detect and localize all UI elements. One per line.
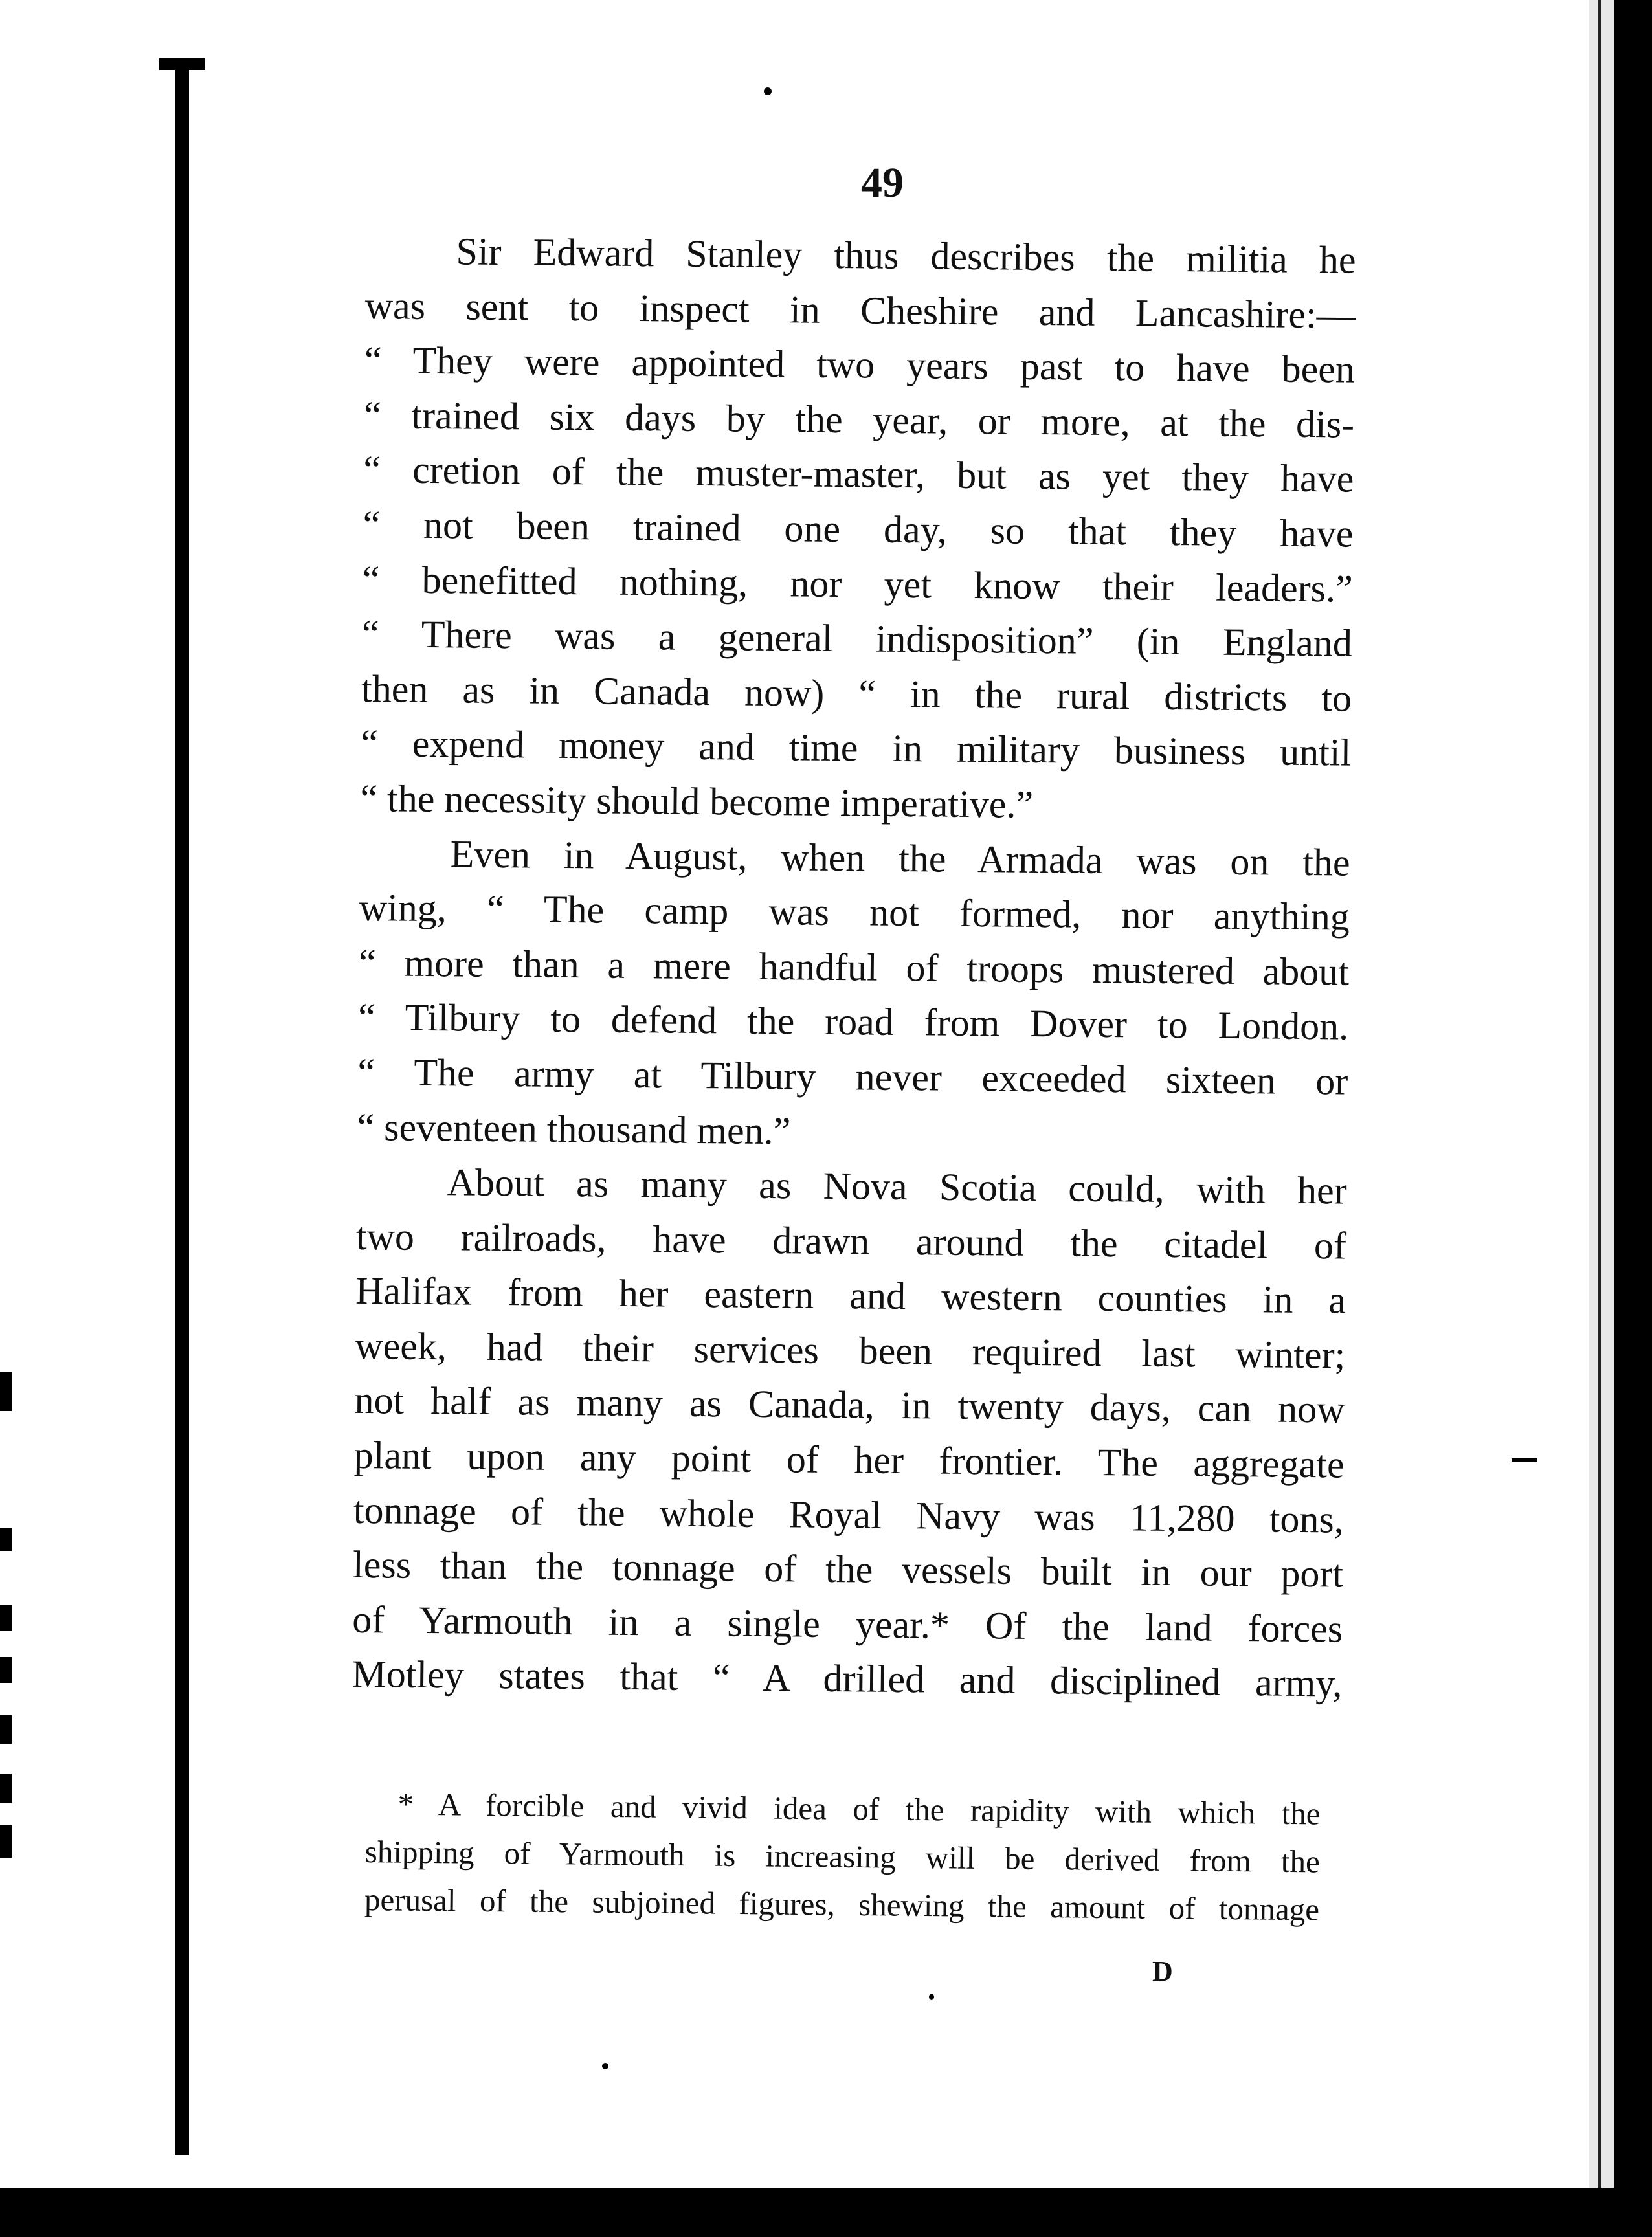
text-line: “ expend money and time in military business until <box>360 722 1352 774</box>
ink-speck <box>929 1994 934 2000</box>
facing-page-fragment <box>0 1657 12 1683</box>
text-line: of Yarmouth in a single year.* Of the land forces <box>352 1597 1343 1651</box>
text-line: Even in August, when the Armada was on the <box>450 832 1350 884</box>
text-line: less than the tonnage of the vessels built in our port <box>352 1543 1344 1596</box>
text-line: Sir Edward Stanley thus describes the militia he <box>456 230 1356 282</box>
page-edge-line <box>1598 0 1601 2188</box>
text-line: “ benefitted nothing, nor yet know their leaders.” <box>362 557 1353 610</box>
text-line: two railroads, have drawn around the citadel of <box>355 1214 1347 1267</box>
text-line: “ seventeen thousand men.” <box>357 1105 791 1152</box>
facing-page-fragment <box>0 1605 12 1631</box>
ink-speck <box>602 2063 608 2069</box>
body-text <box>352 223 1356 1711</box>
facing-page-fragment <box>0 1825 12 1858</box>
text-line: “ more than a mere handful of troops mustered about <box>358 940 1350 994</box>
paragraph <box>360 223 1356 835</box>
facing-page-fragment <box>0 1528 12 1551</box>
scan-border-right <box>1614 0 1652 2237</box>
text-line: “ There was a general indisposition” (in England <box>361 612 1353 665</box>
text-line: was sent to inspect in Cheshire and Lancashire:— <box>364 284 1356 337</box>
signature-mark: D <box>1152 1955 1173 1987</box>
page-edge <box>1589 0 1614 2188</box>
text-line: week, had their services been required last winter; <box>355 1324 1346 1377</box>
text-line: “ trained six days by the year, or more, at the dis- <box>363 393 1355 446</box>
text-line: plant upon any point of her frontier. The aggregate <box>353 1433 1345 1486</box>
page-number: 49 <box>861 159 904 206</box>
facing-page-fragment <box>0 1774 12 1803</box>
text-line: Halifax from her eastern and western counties in a <box>355 1269 1346 1322</box>
text-line: not half as many as Canada, in twenty days, can now <box>354 1379 1345 1432</box>
margin-dash <box>1512 1458 1537 1462</box>
text-line: Motley states that “ A drilled and disciplined army, <box>352 1653 1343 1706</box>
scan-border-bottom <box>0 2188 1652 2237</box>
text-line: then as in Canada now) “ in the rural districts to <box>361 667 1352 720</box>
text-line: tonnage of the whole Royal Navy was 11,280 tons, <box>353 1488 1345 1541</box>
paragraph <box>352 1154 1347 1711</box>
facing-page-fragment <box>0 1715 12 1744</box>
text-line: “ The army at Tilbury never exceeded sixteen or <box>357 1050 1348 1103</box>
footnote-line: shipping of Yarmouth is increasing will be derived from the <box>364 1833 1321 1880</box>
paragraph <box>357 825 1350 1163</box>
text-line: “ not been trained one day, so that they have <box>363 502 1354 555</box>
facing-page-fragment <box>0 1372 12 1411</box>
footnote <box>364 1780 1321 1933</box>
footnote-line: * A forcible and vivid idea of the rapidity with which the <box>397 1786 1321 1832</box>
footnote-line: perusal of the subjoined figures, shewing the amount of tonnage <box>364 1881 1320 1928</box>
text-line: “ cretion of the muster-master, but as yet they have <box>363 448 1354 501</box>
text-line: “ the necessity should become imperative.” <box>360 776 1034 826</box>
ink-speck <box>764 87 772 95</box>
text-line: wing, “ The camp was not formed, nor anything <box>359 886 1350 939</box>
text-line: About as many as Nova Scotia could, with her <box>447 1161 1348 1212</box>
text-line: “ They were appointed two years past to have been <box>364 339 1356 391</box>
gutter-rule <box>175 65 189 2155</box>
text-line: “ Tilbury to defend the road from Dover to London. <box>357 996 1349 1048</box>
